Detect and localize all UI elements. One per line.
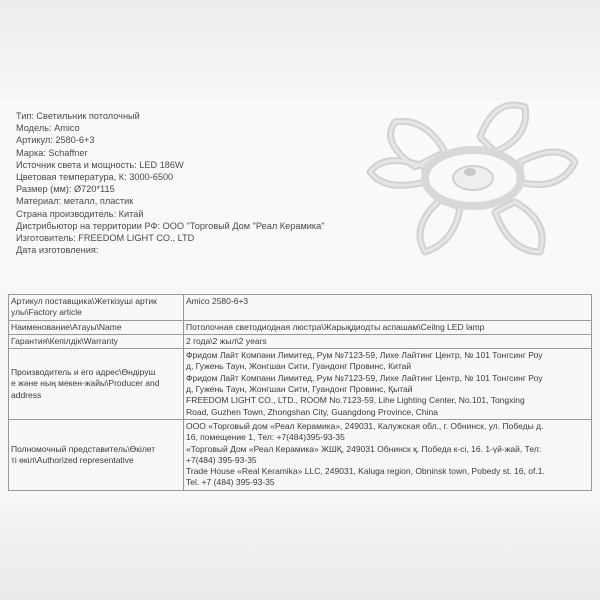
spec-date: Дата изготовления: <box>16 245 99 256</box>
table-row <box>9 419 592 490</box>
article-value: Amico 2580-6+3 <box>184 295 592 321</box>
name-value: Потолочная светодиодная люстра\Жарықдиодты аспашам\Ceilng LED lamp <box>184 320 592 334</box>
spec-material: Материал: металл, пластик <box>16 196 134 207</box>
spec-manufacturer: Изготовитель: FREEDOM LIGHT CO., LTD <box>16 233 195 244</box>
producer-value: Фридом Лайт Компани Лимитед, Рум №7123-59, Лихе Лайтинг Центр, № 101 Тонгсинг Роу д, Гужень Таун, Жонгшан Сити, Гуандонг Провинс, Китай Фридом Лайт Компани Лимитед, Рум №7123-59, Лихе Лайтинг Центр, № 101 Тонгсинг Роу д, Гужень Таун, Жонгшан Сити, Гуандонг Провинс, Қытай FREEDOM LIGHT CO., LTD., ROOM No.7123-59, Lihe Lighting Center, No.101, Tongxing Road, Guzhen Town, Zhongshan City, Guangdong Province, China <box>184 349 592 420</box>
name-label: Наименование\Атауы\Name <box>9 320 184 334</box>
table-row <box>9 349 592 420</box>
bottom-shadow <box>0 505 600 600</box>
representative-value: ООО «Торговый дом «Реал Керамика», 249031, Калужская обл., г. Обнинск, ул. Победы д. 16, помещение 1, Тел: +7(484)395-93-35 «Торговый Дом «Реал Керамика» ЖШҚ, 249031 Обнинск қ. Победа к-сі, 16. 1-үй-жай, Тел: +7(484) 395-93-35 Trade House «Real Keramika» LLC, 249031, Kaluga region, Obninsk town, Pobedy st. 16, of.1. Tel. +7 (484) 395-93-35 <box>184 419 592 490</box>
table-row <box>9 320 592 334</box>
spec-color-temp: Цветовая температура, К: 3000-6500 <box>16 172 174 183</box>
spec-list <box>16 110 396 256</box>
table-row <box>9 334 592 348</box>
warranty-label: Гарантия\Кепілдік\Warranty <box>9 334 184 348</box>
top-shadow <box>0 0 600 100</box>
spec-type: Тип: Светильник потолочный <box>16 111 140 121</box>
representative-label: Полномочный представитель\Өкілет ті өкіл\Authorized representative <box>9 419 184 490</box>
spec-article: Артикул: 2580-6+3 <box>16 135 95 146</box>
spec-size: Размер (мм): Ø720*115 <box>16 184 115 195</box>
product-info-table <box>8 294 592 491</box>
chandelier-illustration <box>355 92 595 267</box>
spec-country: Страна производитель: Китай <box>16 208 144 219</box>
producer-label: Производитель и его адрес\Өндіруш е және ның мекен-жайы\Producer and address <box>9 349 184 420</box>
spec-brand: Марка: Schaffner <box>16 147 88 158</box>
article-label: Артикул поставщика\Жеткізуші артик улы\Factory article <box>9 295 184 321</box>
warranty-value: 2 года\2 жыл\2 years <box>184 334 592 348</box>
spec-model: Модель: Amico <box>16 123 80 134</box>
table-row <box>9 295 592 321</box>
spec-distributor: Дистрибьютор на территории РФ: ООО "Торговый Дом "Реал Керамика" <box>16 220 325 231</box>
spec-power: Источник света и мощность: LED 186W <box>16 159 184 170</box>
